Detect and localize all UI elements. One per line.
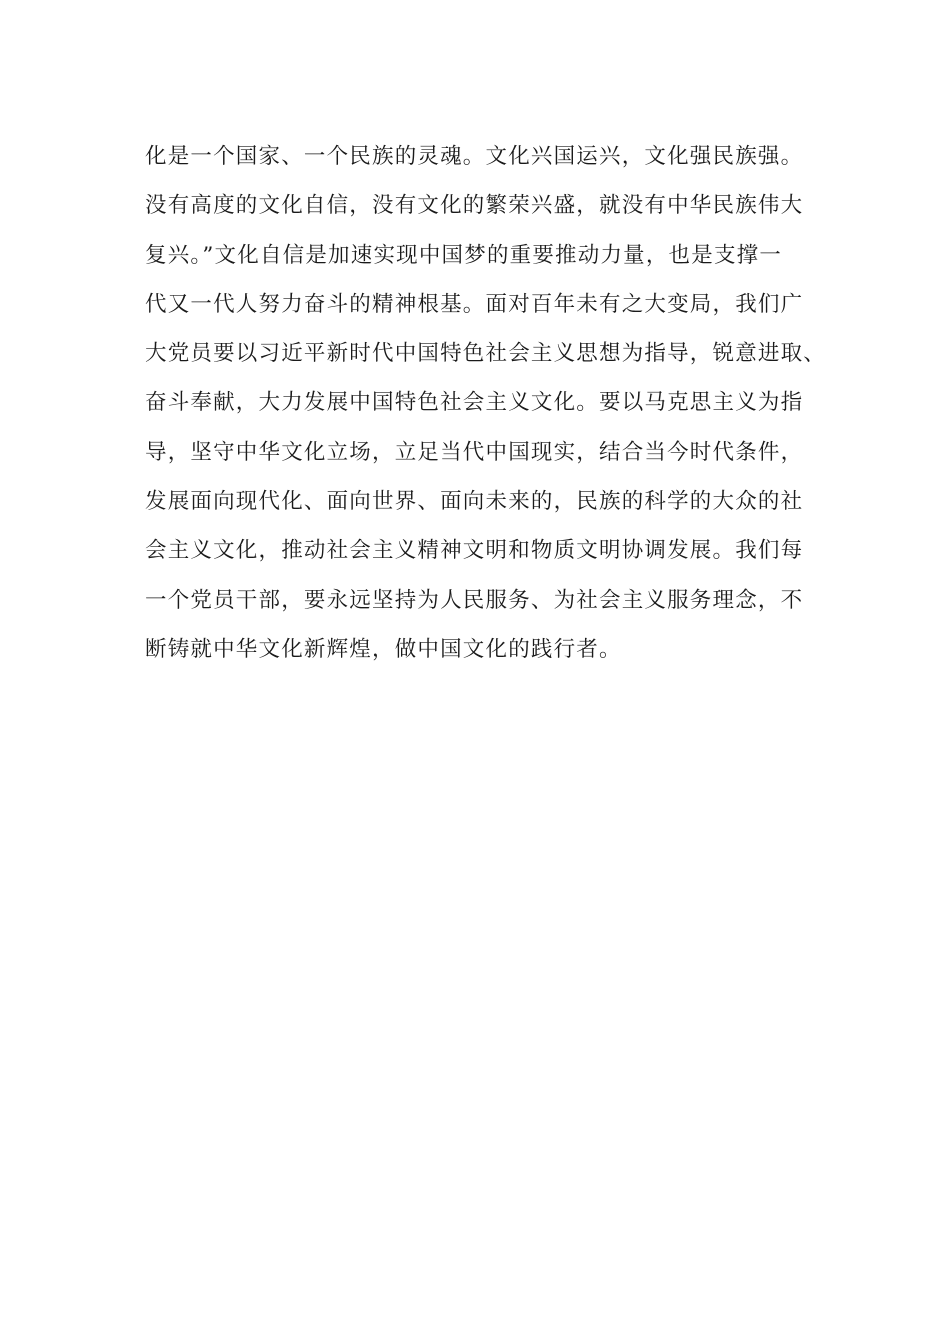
text-line: 大党员要以习近平新时代中国特色社会主义思想为指导，锐意进取、 xyxy=(145,341,827,367)
text-line: 发展面向现代化、面向世界、面向未来的，民族的科学的大众的社 xyxy=(145,489,804,515)
text-line: 导，坚守中华文化立场，立足当代中国现实，结合当今时代条件， xyxy=(145,439,804,465)
text-line: 化是一个国家、一个民族的灵魂。文化兴国运兴，文化强民族强。 xyxy=(145,144,804,169)
text-line: 一个党员干部，要永远坚持为人民服务、为社会主义服务理念，不 xyxy=(145,587,804,613)
text-line: 会主义文化，推动社会主义精神文明和物质文明协调发展。我们每 xyxy=(145,538,804,564)
text-line: 没有高度的文化自信，没有文化的繁荣兴盛，就没有中华民族伟大 xyxy=(145,193,804,219)
text-line: 断铸就中华文化新辉煌，做中国文化的践行者。 xyxy=(145,636,622,662)
text-line: 奋斗奉献，大力发展中国特色社会主义文化。要以马克思主义为指 xyxy=(145,390,804,416)
body-paragraph xyxy=(145,132,845,674)
text-line: 复兴。”文化自信是加速实现中国梦的重要推动力量，也是支撑一 xyxy=(145,242,783,268)
text-line: 代又一代人努力奋斗的精神根基。面对百年未有之大变局，我们广 xyxy=(145,291,804,317)
